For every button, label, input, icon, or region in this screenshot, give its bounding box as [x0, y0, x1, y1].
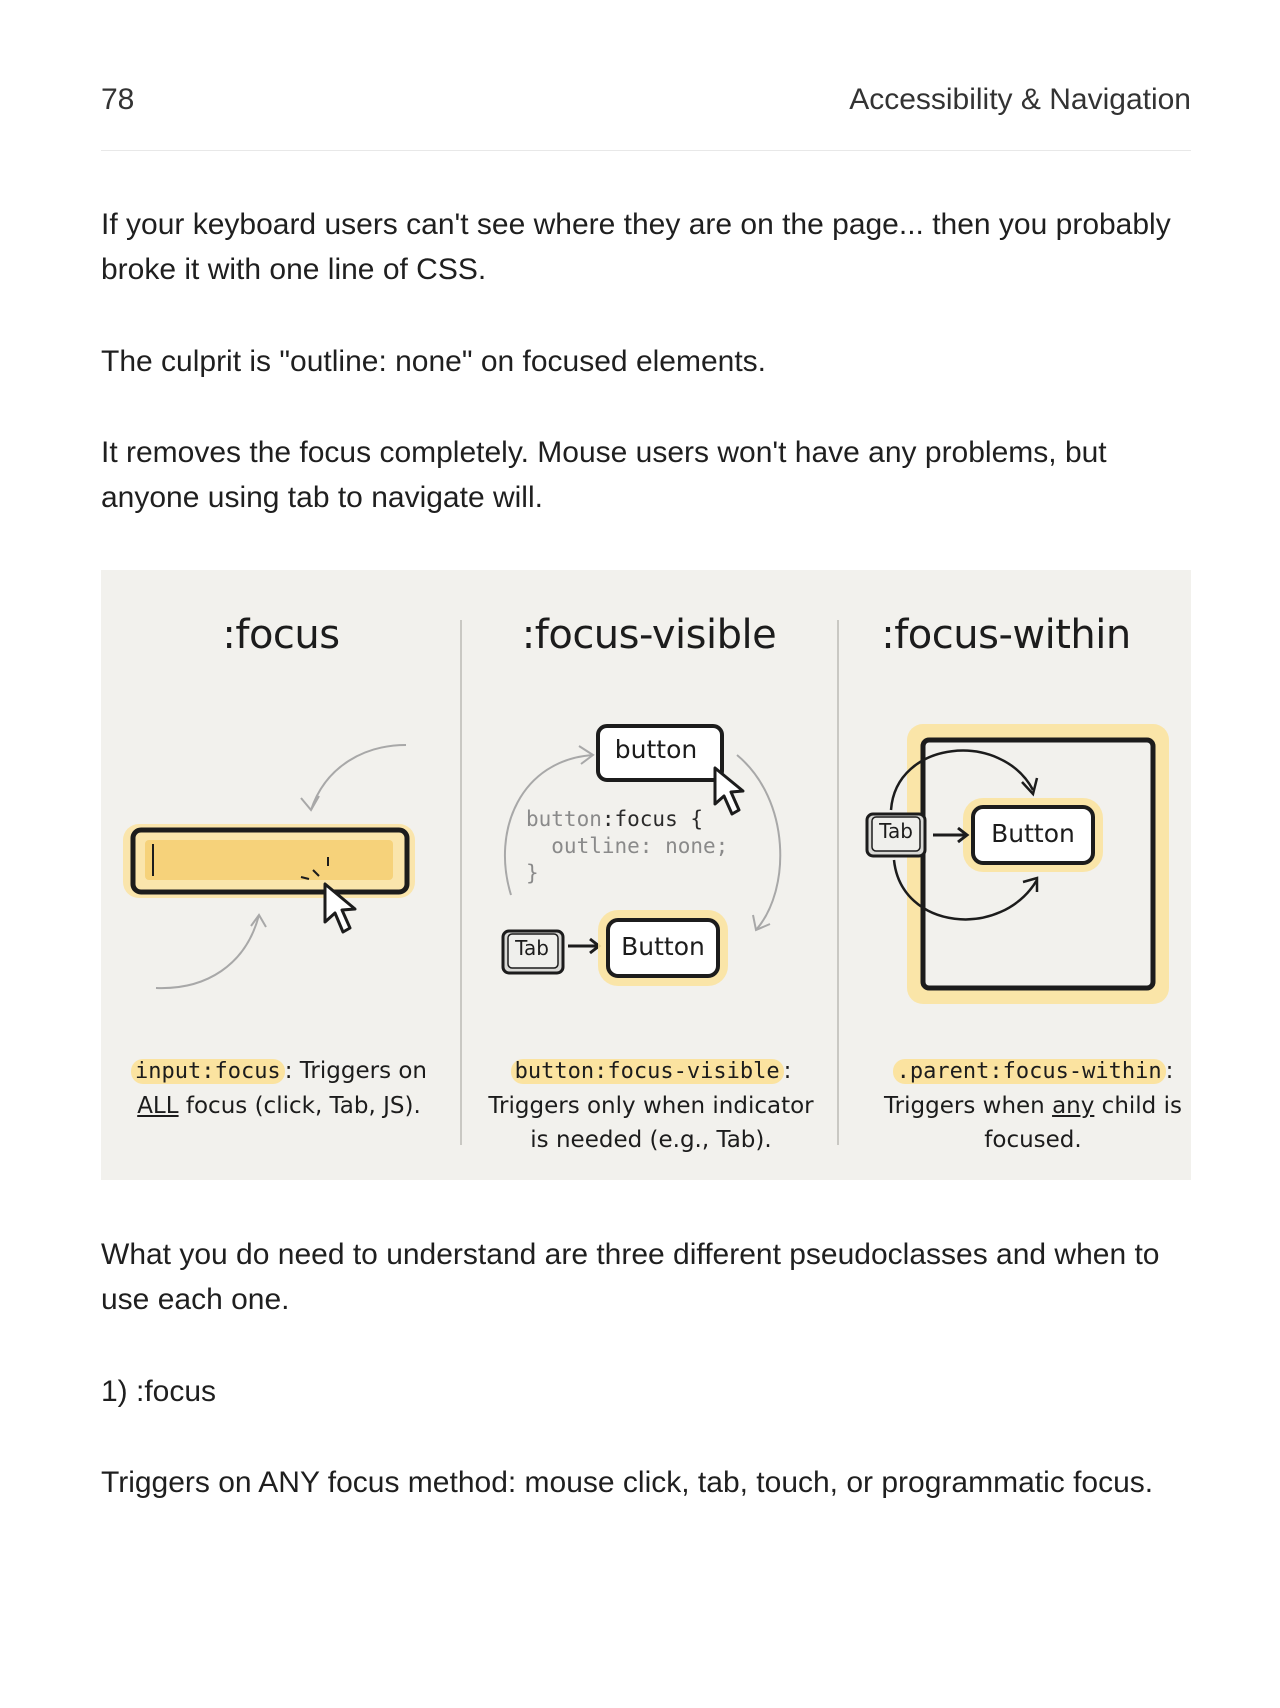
tab-key-label: Tab — [515, 936, 549, 960]
caption-focus-visible: button:focus-visible : Triggers only when indicator is needed (e.g., Tab). — [488, 1058, 814, 1153]
list-heading-focus: 1) :focus — [101, 1375, 217, 1408]
code-declaration: outline: none; — [526, 834, 729, 858]
caption-emphasis: any — [1052, 1093, 1095, 1119]
page-header — [101, 78, 1191, 151]
arrow-icon — [156, 915, 259, 988]
arrow-icon — [737, 755, 780, 930]
panel-title-focus: :focus — [222, 612, 340, 658]
code-pseudo: :focus { — [601, 807, 704, 831]
caption-code: input:focus — [131, 1059, 285, 1084]
caption-focus-within: .parent:focus-within : Triggers when any child is focused. — [884, 1058, 1182, 1153]
paragraph-culprit: The culprit is "outline: none" on focused elements. — [101, 345, 767, 378]
css-code-snippet — [526, 806, 728, 887]
child-button-label: Button — [991, 819, 1075, 848]
panel-title-focus-within: :focus-within — [881, 612, 1131, 658]
tab-key-label: Tab — [879, 819, 913, 843]
caption-emphasis: ALL — [137, 1093, 179, 1119]
code-close: } — [526, 861, 539, 885]
paragraph-intro: If your keyboard users can't see where they are on the page... then you probably broke it with one line of CSS. — [101, 208, 1171, 286]
caption-code: .parent:focus-within — [893, 1059, 1166, 1084]
button-label-top: button — [614, 735, 698, 764]
panel-title-focus-visible: :focus-visible — [521, 612, 777, 658]
caption-focus: input:focus : Triggers on ALL focus (click, Tab, JS). — [109, 1054, 449, 1123]
code-selector: button — [526, 807, 602, 831]
focused-input-illustration — [123, 824, 415, 898]
caption-code: button:focus-visible — [511, 1059, 784, 1084]
paragraph-pseudoclasses: What you do need to understand are three different pseudoclasses and when to use each one. — [101, 1238, 1160, 1316]
page-number: 78 — [101, 83, 135, 116]
button-label-focused: Button — [621, 932, 705, 961]
paragraph-focus-description: Triggers on ANY focus method: mouse click, tab, touch, or programmatic focus. — [101, 1466, 1154, 1499]
arrow-icon — [311, 745, 406, 810]
arrow-right-icon — [568, 939, 599, 953]
chapter-title: Accessibility & Navigation — [849, 83, 1191, 116]
paragraph-removes-focus: It removes the focus completely. Mouse users won't have any problems, but anyone using tab to navigate will. — [101, 436, 1107, 514]
pseudoclass-figure — [101, 570, 1191, 1180]
